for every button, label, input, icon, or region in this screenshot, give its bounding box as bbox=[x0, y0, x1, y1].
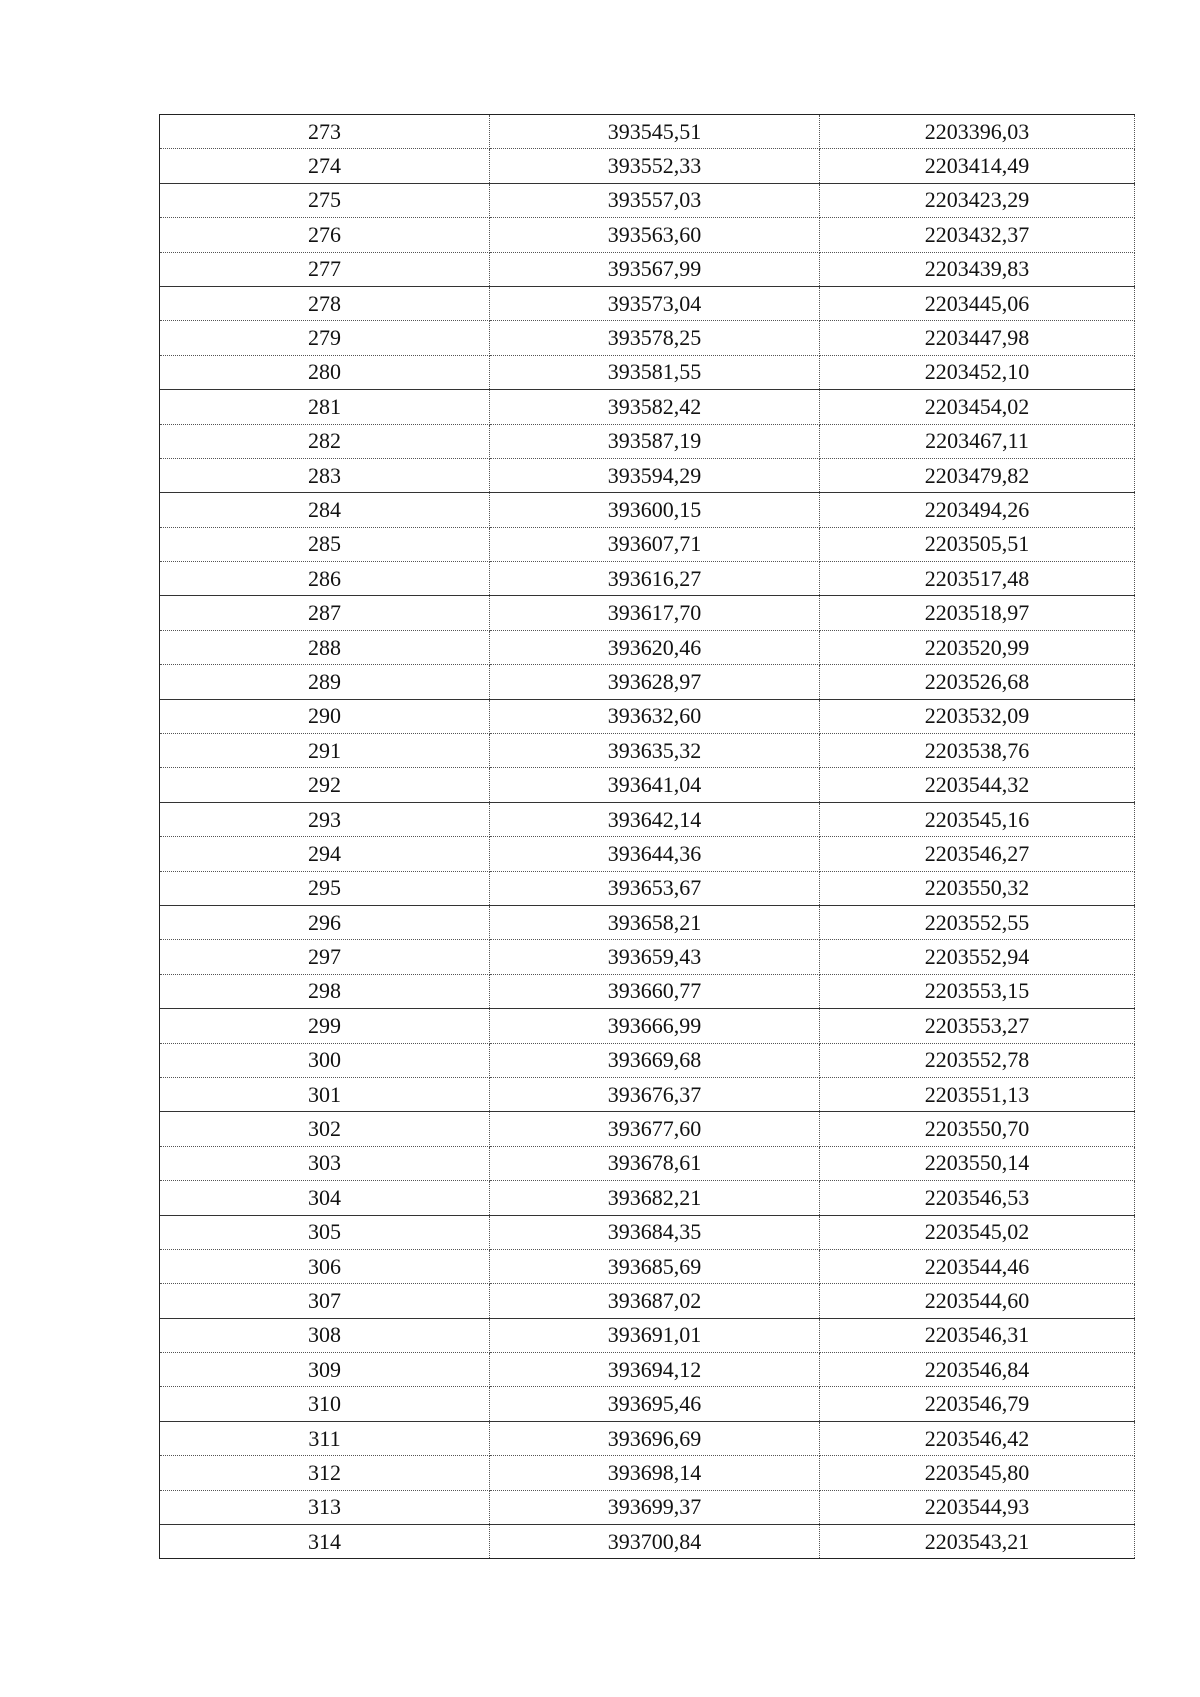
point-number-cell: 292 bbox=[160, 768, 490, 802]
point-number-cell: 301 bbox=[160, 1077, 490, 1111]
table-row bbox=[160, 458, 1135, 492]
table-row bbox=[160, 390, 1135, 424]
y-coordinate-cell: 2203452,10 bbox=[820, 355, 1135, 389]
coordinates-table-body bbox=[160, 115, 1135, 1559]
x-coordinate-cell: 393677,60 bbox=[490, 1112, 820, 1146]
x-coordinate-cell: 393685,69 bbox=[490, 1249, 820, 1283]
table-row bbox=[160, 665, 1135, 699]
y-coordinate-cell: 2203552,78 bbox=[820, 1043, 1135, 1077]
point-number-cell: 309 bbox=[160, 1353, 490, 1387]
y-coordinate-cell: 2203550,14 bbox=[820, 1146, 1135, 1180]
y-coordinate-cell: 2203494,26 bbox=[820, 493, 1135, 527]
point-number-cell: 285 bbox=[160, 527, 490, 561]
point-number-cell: 291 bbox=[160, 734, 490, 768]
y-coordinate-cell: 2203414,49 bbox=[820, 149, 1135, 183]
point-number-cell: 313 bbox=[160, 1490, 490, 1524]
x-coordinate-cell: 393635,32 bbox=[490, 734, 820, 768]
point-number-cell: 279 bbox=[160, 321, 490, 355]
coordinates-table bbox=[159, 114, 1135, 1559]
table-row bbox=[160, 1387, 1135, 1421]
point-number-cell: 276 bbox=[160, 218, 490, 252]
point-number-cell: 295 bbox=[160, 871, 490, 905]
table-row bbox=[160, 837, 1135, 871]
x-coordinate-cell: 393642,14 bbox=[490, 802, 820, 836]
y-coordinate-cell: 2203538,76 bbox=[820, 734, 1135, 768]
x-coordinate-cell: 393578,25 bbox=[490, 321, 820, 355]
x-coordinate-cell: 393632,60 bbox=[490, 699, 820, 733]
y-coordinate-cell: 2203544,32 bbox=[820, 768, 1135, 802]
table-row bbox=[160, 355, 1135, 389]
y-coordinate-cell: 2203553,27 bbox=[820, 1009, 1135, 1043]
x-coordinate-cell: 393617,70 bbox=[490, 596, 820, 630]
point-number-cell: 307 bbox=[160, 1284, 490, 1318]
point-number-cell: 277 bbox=[160, 252, 490, 286]
x-coordinate-cell: 393694,12 bbox=[490, 1353, 820, 1387]
x-coordinate-cell: 393620,46 bbox=[490, 630, 820, 664]
x-coordinate-cell: 393699,37 bbox=[490, 1490, 820, 1524]
x-coordinate-cell: 393659,43 bbox=[490, 940, 820, 974]
x-coordinate-cell: 393682,21 bbox=[490, 1181, 820, 1215]
x-coordinate-cell: 393653,67 bbox=[490, 871, 820, 905]
y-coordinate-cell: 2203553,15 bbox=[820, 974, 1135, 1008]
y-coordinate-cell: 2203546,53 bbox=[820, 1181, 1135, 1215]
point-number-cell: 314 bbox=[160, 1525, 490, 1559]
point-number-cell: 299 bbox=[160, 1009, 490, 1043]
x-coordinate-cell: 393696,69 bbox=[490, 1421, 820, 1455]
table-row bbox=[160, 940, 1135, 974]
table-row bbox=[160, 1456, 1135, 1490]
table-row bbox=[160, 1525, 1135, 1559]
y-coordinate-cell: 2203520,99 bbox=[820, 630, 1135, 664]
x-coordinate-cell: 393628,97 bbox=[490, 665, 820, 699]
point-number-cell: 312 bbox=[160, 1456, 490, 1490]
y-coordinate-cell: 2203432,37 bbox=[820, 218, 1135, 252]
y-coordinate-cell: 2203423,29 bbox=[820, 183, 1135, 217]
point-number-cell: 298 bbox=[160, 974, 490, 1008]
table-row bbox=[160, 1043, 1135, 1077]
table-row bbox=[160, 1181, 1135, 1215]
point-number-cell: 283 bbox=[160, 458, 490, 492]
y-coordinate-cell: 2203552,55 bbox=[820, 905, 1135, 939]
table-row bbox=[160, 252, 1135, 286]
table-row bbox=[160, 1009, 1135, 1043]
table-row bbox=[160, 115, 1135, 149]
y-coordinate-cell: 2203546,79 bbox=[820, 1387, 1135, 1421]
x-coordinate-cell: 393582,42 bbox=[490, 390, 820, 424]
x-coordinate-cell: 393557,03 bbox=[490, 183, 820, 217]
y-coordinate-cell: 2203552,94 bbox=[820, 940, 1135, 974]
table-row bbox=[160, 1249, 1135, 1283]
x-coordinate-cell: 393658,21 bbox=[490, 905, 820, 939]
table-row bbox=[160, 1112, 1135, 1146]
y-coordinate-cell: 2203544,60 bbox=[820, 1284, 1135, 1318]
table-row bbox=[160, 527, 1135, 561]
y-coordinate-cell: 2203545,02 bbox=[820, 1215, 1135, 1249]
x-coordinate-cell: 393552,33 bbox=[490, 149, 820, 183]
x-coordinate-cell: 393616,27 bbox=[490, 562, 820, 596]
point-number-cell: 297 bbox=[160, 940, 490, 974]
table-row bbox=[160, 149, 1135, 183]
y-coordinate-cell: 2203445,06 bbox=[820, 286, 1135, 320]
point-number-cell: 286 bbox=[160, 562, 490, 596]
point-number-cell: 306 bbox=[160, 1249, 490, 1283]
table-row bbox=[160, 1215, 1135, 1249]
y-coordinate-cell: 2203551,13 bbox=[820, 1077, 1135, 1111]
table-row bbox=[160, 1421, 1135, 1455]
x-coordinate-cell: 393641,04 bbox=[490, 768, 820, 802]
y-coordinate-cell: 2203505,51 bbox=[820, 527, 1135, 561]
y-coordinate-cell: 2203467,11 bbox=[820, 424, 1135, 458]
point-number-cell: 273 bbox=[160, 115, 490, 149]
x-coordinate-cell: 393698,14 bbox=[490, 1456, 820, 1490]
table-row bbox=[160, 802, 1135, 836]
point-number-cell: 274 bbox=[160, 149, 490, 183]
x-coordinate-cell: 393691,01 bbox=[490, 1318, 820, 1352]
point-number-cell: 296 bbox=[160, 905, 490, 939]
table-row bbox=[160, 630, 1135, 664]
table-row bbox=[160, 1284, 1135, 1318]
point-number-cell: 275 bbox=[160, 183, 490, 217]
table-row bbox=[160, 871, 1135, 905]
y-coordinate-cell: 2203479,82 bbox=[820, 458, 1135, 492]
table-row bbox=[160, 1490, 1135, 1524]
y-coordinate-cell: 2203439,83 bbox=[820, 252, 1135, 286]
x-coordinate-cell: 393666,99 bbox=[490, 1009, 820, 1043]
x-coordinate-cell: 393587,19 bbox=[490, 424, 820, 458]
x-coordinate-cell: 393700,84 bbox=[490, 1525, 820, 1559]
point-number-cell: 280 bbox=[160, 355, 490, 389]
point-number-cell: 290 bbox=[160, 699, 490, 733]
table-row bbox=[160, 218, 1135, 252]
x-coordinate-cell: 393573,04 bbox=[490, 286, 820, 320]
table-row bbox=[160, 1146, 1135, 1180]
table-row bbox=[160, 183, 1135, 217]
point-number-cell: 305 bbox=[160, 1215, 490, 1249]
y-coordinate-cell: 2203526,68 bbox=[820, 665, 1135, 699]
x-coordinate-cell: 393678,61 bbox=[490, 1146, 820, 1180]
table-row bbox=[160, 974, 1135, 1008]
point-number-cell: 287 bbox=[160, 596, 490, 630]
x-coordinate-cell: 393660,77 bbox=[490, 974, 820, 1008]
table-row bbox=[160, 905, 1135, 939]
point-number-cell: 310 bbox=[160, 1387, 490, 1421]
x-coordinate-cell: 393695,46 bbox=[490, 1387, 820, 1421]
point-number-cell: 288 bbox=[160, 630, 490, 664]
y-coordinate-cell: 2203550,32 bbox=[820, 871, 1135, 905]
y-coordinate-cell: 2203543,21 bbox=[820, 1525, 1135, 1559]
point-number-cell: 311 bbox=[160, 1421, 490, 1455]
y-coordinate-cell: 2203546,27 bbox=[820, 837, 1135, 871]
x-coordinate-cell: 393687,02 bbox=[490, 1284, 820, 1318]
point-number-cell: 303 bbox=[160, 1146, 490, 1180]
table-row bbox=[160, 1318, 1135, 1352]
point-number-cell: 308 bbox=[160, 1318, 490, 1352]
table-row bbox=[160, 321, 1135, 355]
point-number-cell: 302 bbox=[160, 1112, 490, 1146]
point-number-cell: 294 bbox=[160, 837, 490, 871]
point-number-cell: 304 bbox=[160, 1181, 490, 1215]
x-coordinate-cell: 393669,68 bbox=[490, 1043, 820, 1077]
x-coordinate-cell: 393567,99 bbox=[490, 252, 820, 286]
y-coordinate-cell: 2203545,80 bbox=[820, 1456, 1135, 1490]
table-row bbox=[160, 562, 1135, 596]
table-row bbox=[160, 768, 1135, 802]
y-coordinate-cell: 2203550,70 bbox=[820, 1112, 1135, 1146]
point-number-cell: 289 bbox=[160, 665, 490, 699]
y-coordinate-cell: 2203518,97 bbox=[820, 596, 1135, 630]
y-coordinate-cell: 2203545,16 bbox=[820, 802, 1135, 836]
x-coordinate-cell: 393644,36 bbox=[490, 837, 820, 871]
x-coordinate-cell: 393676,37 bbox=[490, 1077, 820, 1111]
point-number-cell: 278 bbox=[160, 286, 490, 320]
table-row bbox=[160, 596, 1135, 630]
table-row bbox=[160, 1353, 1135, 1387]
x-coordinate-cell: 393684,35 bbox=[490, 1215, 820, 1249]
point-number-cell: 282 bbox=[160, 424, 490, 458]
table-row bbox=[160, 286, 1135, 320]
y-coordinate-cell: 2203532,09 bbox=[820, 699, 1135, 733]
point-number-cell: 300 bbox=[160, 1043, 490, 1077]
y-coordinate-cell: 2203517,48 bbox=[820, 562, 1135, 596]
x-coordinate-cell: 393600,15 bbox=[490, 493, 820, 527]
table-row bbox=[160, 734, 1135, 768]
x-coordinate-cell: 393581,55 bbox=[490, 355, 820, 389]
table-row bbox=[160, 424, 1135, 458]
x-coordinate-cell: 393563,60 bbox=[490, 218, 820, 252]
y-coordinate-cell: 2203546,31 bbox=[820, 1318, 1135, 1352]
x-coordinate-cell: 393594,29 bbox=[490, 458, 820, 492]
x-coordinate-cell: 393607,71 bbox=[490, 527, 820, 561]
table-row bbox=[160, 699, 1135, 733]
table-row bbox=[160, 493, 1135, 527]
y-coordinate-cell: 2203544,46 bbox=[820, 1249, 1135, 1283]
y-coordinate-cell: 2203544,93 bbox=[820, 1490, 1135, 1524]
y-coordinate-cell: 2203396,03 bbox=[820, 115, 1135, 149]
y-coordinate-cell: 2203546,84 bbox=[820, 1353, 1135, 1387]
y-coordinate-cell: 2203454,02 bbox=[820, 390, 1135, 424]
point-number-cell: 281 bbox=[160, 390, 490, 424]
point-number-cell: 293 bbox=[160, 802, 490, 836]
table-row bbox=[160, 1077, 1135, 1111]
y-coordinate-cell: 2203546,42 bbox=[820, 1421, 1135, 1455]
y-coordinate-cell: 2203447,98 bbox=[820, 321, 1135, 355]
point-number-cell: 284 bbox=[160, 493, 490, 527]
x-coordinate-cell: 393545,51 bbox=[490, 115, 820, 149]
